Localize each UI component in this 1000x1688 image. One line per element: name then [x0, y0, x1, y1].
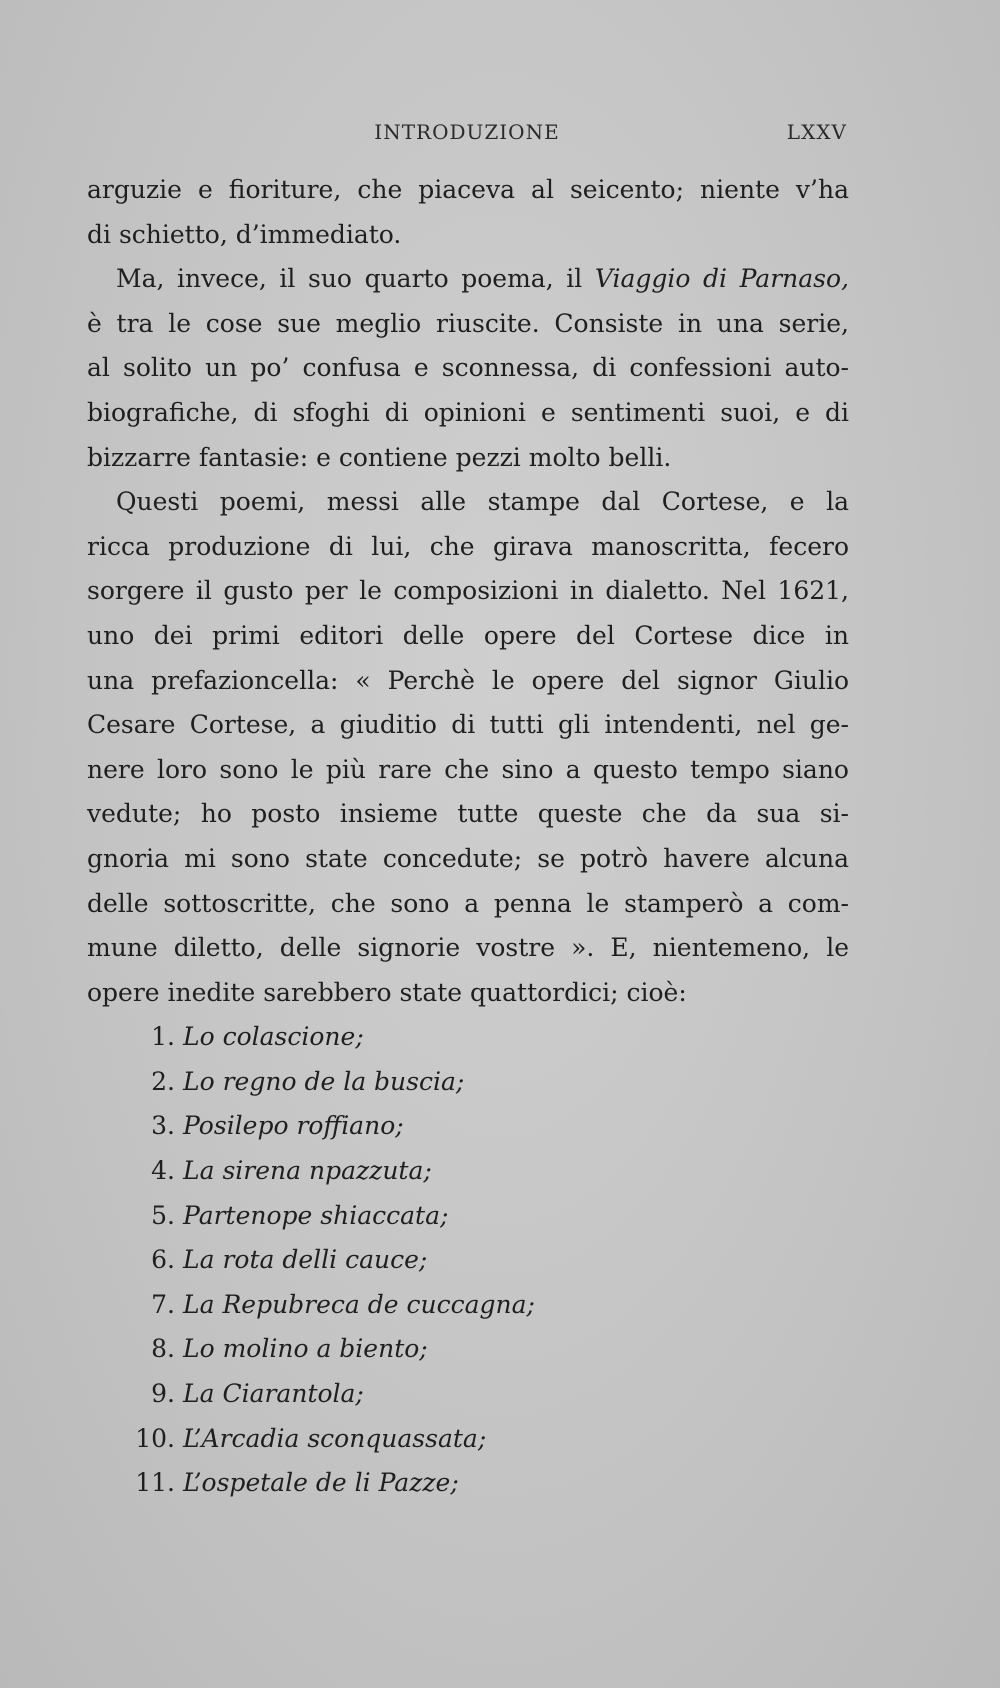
item-title: La rota delli cauce; [183, 1245, 428, 1275]
text-line: è tra le cose sue meglio riuscite. Consiste in una serie, [87, 308, 849, 338]
item-number: 8. [151, 1334, 175, 1364]
list-item [87, 1283, 849, 1328]
item-number: 4. [151, 1156, 175, 1186]
text-line: ricca produzione di lui, che girava manoscritta, fecero [87, 531, 849, 561]
item-title: Lo regno de la buscia; [183, 1066, 465, 1096]
text-line: delle sottoscritte, che sono a penna le stamperò a com- [87, 888, 849, 918]
item-title: La sirena npazzuta; [183, 1156, 432, 1186]
item-number: 5. [151, 1200, 175, 1230]
works-list [87, 1015, 849, 1506]
page-number: LXXV [786, 120, 847, 144]
item-number: 2. [151, 1066, 175, 1096]
item-title: Posilepo roffiano; [183, 1111, 404, 1141]
text-line: bizzarre fantasie: e contiene pezzi molto belli. [87, 442, 672, 472]
text-line: nere loro sono le più rare che sino a questo tempo siano [87, 754, 849, 784]
list-item [87, 1015, 849, 1060]
item-number: 10. [135, 1423, 175, 1453]
item-title: Lo colascione; [183, 1022, 364, 1052]
text-line: arguzie e fioriture, che piaceva al seicento; niente v’ha [87, 175, 849, 204]
text-line: una prefazioncella: « Perchè le opere del signor Giulio [87, 665, 849, 695]
item-title: La Ciarantola; [183, 1379, 364, 1409]
text-line: Questi poemi, messi alle stampe dal Cortese, e la [116, 487, 849, 517]
page-body [87, 168, 849, 1506]
text-line: Cesare Cortese, a giuditio di tutti gli intendenti, nel ge- [87, 710, 849, 740]
list-item [87, 1327, 849, 1372]
list-item [87, 1238, 849, 1283]
text-line: di schietto, d’immediato. [87, 219, 402, 249]
item-title: L’Arcadia sconquassata; [183, 1423, 487, 1453]
text-run: Ma, invece, il suo quarto poema, il [116, 264, 595, 294]
list-item [87, 1194, 849, 1239]
item-number: 9. [151, 1379, 175, 1409]
text-line: gnoria mi sono state concedute; se potrò havere alcuna [87, 843, 849, 873]
list-item [87, 1104, 849, 1149]
list-item [87, 1149, 849, 1194]
running-title: INTRODUZIONE [374, 120, 560, 144]
item-title: Lo molino a biento; [183, 1334, 428, 1364]
running-header [87, 112, 847, 144]
text-line: sorgere il gusto per le composizioni in dialetto. Nel 1621, [87, 576, 849, 606]
text-line: biografiche, di sfoghi di opinioni e sentimenti suoi, e di [87, 397, 849, 427]
list-item [87, 1417, 849, 1462]
text-line: al solito un po’ confusa e sconnessa, di confessioni auto- [87, 353, 849, 383]
item-number: 6. [151, 1245, 175, 1275]
text-line: opere inedite sarebbero state quattordici; cioè: [87, 977, 687, 1007]
list-item [87, 1060, 849, 1105]
item-number: 1. [151, 1022, 175, 1052]
list-item [87, 1372, 849, 1417]
list-item [87, 1461, 849, 1506]
item-title: L’ospetale de li Pazze; [183, 1468, 459, 1498]
item-title: La Repubreca de cuccagna; [183, 1289, 535, 1319]
text-line [87, 257, 849, 302]
item-number: 11. [135, 1468, 175, 1498]
text-line: uno dei primi editori delle opere del Cortese dice in [87, 620, 849, 650]
text-line: vedute; ho posto insieme tutte queste che da sua si- [87, 799, 849, 829]
book-title-italic: Viaggio di Parnaso, [594, 264, 849, 294]
item-title: Partenope shiaccata; [183, 1200, 449, 1230]
item-number: 7. [151, 1289, 175, 1319]
text-line: mune diletto, delle signorie vostre ». E, nientemeno, le [87, 933, 849, 963]
item-number: 3. [151, 1111, 175, 1141]
